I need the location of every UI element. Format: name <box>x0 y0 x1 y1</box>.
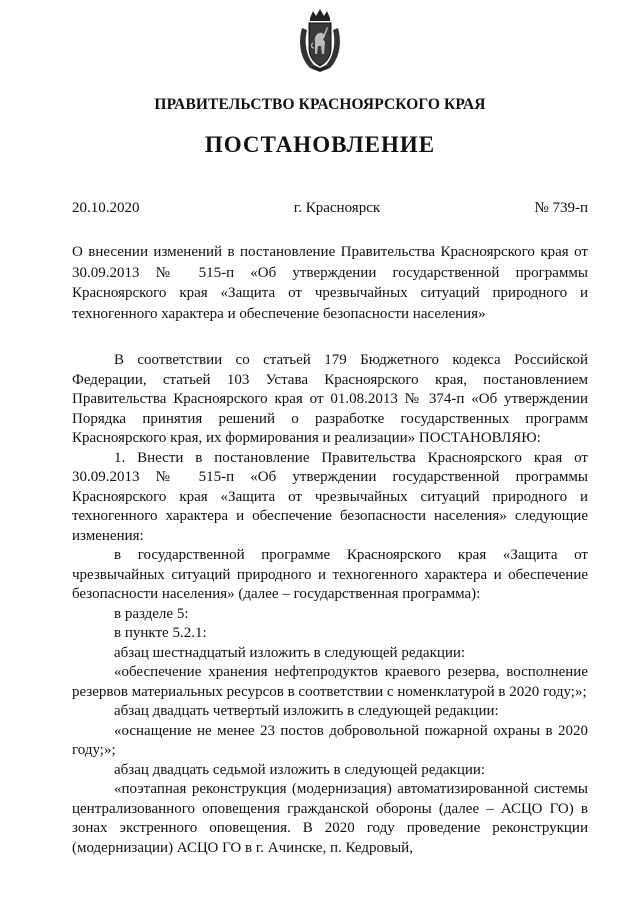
authority-title: ПРАВИТЕЛЬСТВО КРАСНОЯРСКОГО КРАЯ <box>154 96 486 113</box>
document-number: № 739-п <box>534 200 588 216</box>
paragraph: «поэтапная реконструкция (модернизация) автоматизированной системы централизованного оповещения гражданской обороны (далее – АСЦО ГО) в зонах экстренного оповещения. В 2020 году проведение реконструкции (модернизации) АСЦО ГО в г. Ачинске, п. Кедровый, <box>72 781 588 856</box>
document-meta-row <box>72 200 588 217</box>
document-type-title: ПОСТАНОВЛЕНИЕ <box>204 132 436 157</box>
coat-of-arms-icon <box>296 8 344 74</box>
paragraph: в государственной программе Красноярского края «Защита от чрезвычайных ситуаций природного и техногенного характера и обеспечение безопасности населения» (далее – государственная программа): <box>72 547 588 602</box>
paragraph: абзац шестнадцатый изложить в следующей редакции: <box>114 644 466 661</box>
paragraph: абзац двадцать седьмой изложить в следующей редакции: <box>114 761 486 778</box>
paragraph: В соответствии со статьей 179 Бюджетного кодекса Российской Федерации, статьей 103 Устава Красноярского края, постановлением Правительства Красноярского края от 01.08.2013 № 374-п «Об утверждении Порядка принятия решений о разработке государственных программ Красноярского края, их формирования и реализации» ПОСТАНОВЛЯЮ: <box>72 352 588 446</box>
paragraph: абзац двадцать четвертый изложить в следующей редакции: <box>114 703 499 719</box>
document-date: 20.10.2020 <box>72 200 140 216</box>
document-city: г. Красноярск <box>293 200 381 216</box>
document-subject: О внесении изменений в постановление Правительства Красноярского края от 30.09.2013 № 515-п «Об утверждении государственной программы Красноярского края «Защита от чрезвычайных ситуаций природного и техногенного характера и обеспечение безопасности населения» <box>72 244 588 322</box>
paragraph: в пункте 5.2.1: <box>114 625 207 641</box>
paragraph: 1. Внести в постановление Правительства Красноярского края от 30.09.2013 № 515-п «Об утверждении государственной программы Красноярского края «Защита от чрезвычайных ситуаций природного и техногенного характера и обеспечение безопасности населения» следующие изменения: <box>72 449 588 544</box>
document-body <box>72 351 588 858</box>
paragraph: в разделе 5: <box>114 605 189 622</box>
paragraph: «обеспечение хранения нефтепродуктов краевого резерва, восполнение резервов материальных ресурсов в соответствии с номенклатурой в 2020 году;»; <box>72 664 588 700</box>
paragraph: «оснащение не менее 23 постов добровольной пожарной охраны в 2020 году;»; <box>72 722 588 758</box>
